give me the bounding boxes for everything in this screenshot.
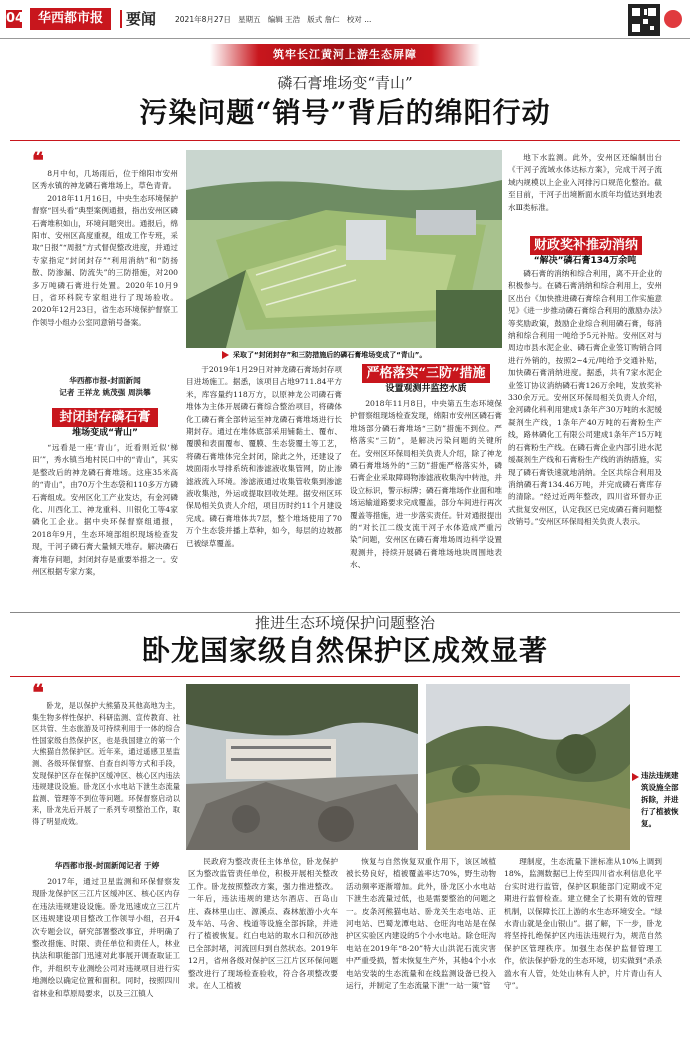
caption-text-2: 违法违规建筑设施全部拆除，并进行了植被恢复。: [641, 771, 679, 828]
sub1-title: 封闭封存磷石膏: [52, 408, 158, 427]
paper-name: 华西都市报: [30, 8, 111, 30]
section-divider: [120, 10, 122, 28]
article1-col1b: [32, 442, 178, 604]
article2-col2: [188, 856, 338, 1044]
col2-text: 于2019年1月29日对神龙磷石膏场封存项目进场施工。据悉，该项目占地9711.84平方米，库容量约118万方，以原神龙公司磷石膏堆体为主体开展磷石膏综合整治项目，将磷体化工磷石膏全部转运至神龙磷石膏堆场进行长期封存。通过在堆体底部采用铺黏土、覆布、覆膜和表面覆布、覆膜、生态袋覆土等工艺，将磷石膏堆体完全封闭，除此之外，还建设了坡面雨水导排系统和渗滤液收集管网，防止渗滤液流入环境。渗滤液通过收集管收集到渗滤液收集池，外运或提取回收处理。据安州区环保局相关负责人介绍，项目历时约11个月建设完成。磷石膏堆体共7层，整个堆场使用了70万个生态袋并播上草种，如今，每层的边坡都已被绿草覆盖。: [186, 365, 342, 548]
col3-text: 2018年11月8日，中央第五生态环境保护督察组现场检查发现，绵阳市安州区磷石膏堆场部分磷石膏堆场“三防”措施不到位。严格落实“三防”，是解决污染问题的关键所在。安州区环保局相关负责人介绍，除了神龙磷石膏堆场外的“三防”措施严格落实外，磷石膏企业采取障碍物渗滤液收集沟中转池，并设立标识，警示标牌；磷石膏堆场作业面和堆场运输道路要求完成覆盖，部分车间进行再次覆盖等措施，进一步落实责任。针对通报提出的“对长江二级支流干河子水体造成严重污染”问题，安州区在磷石膏堆场周边科学设置观测井，持续开展磷石膏堆场地块周围地表水、: [350, 399, 502, 570]
sub1-subtitle: 堆场变成“青山”: [72, 428, 138, 438]
col4b-text: 磷石膏的消纳和综合利用，离不开企业的积极参与。在磷石膏消纳和综合利用上，安州区出台《加快推进磷石膏综合利用工作实施意见》《进一步推动磷石膏综合利用的激励办法》等奖励政策，鼓励企业综合利用磷石膏，每消纳和综合利用一吨给予5元补贴。安州区对与周边市县水泥企业、磷石膏企业签订购销合同进行外销的，按照2~4元/吨给予交通补贴，加快磷石膏消纳进度。据悉，共有7家水泥企业签订协议消纳磷石膏126万余吨，发放奖补330余万元。安州区环保局相关负责人介绍，金河磷化科利用建成1条年产30万吨的水泥缓凝剂生产线，1条年产40万吨的石膏粉生产线，路林磷化工有限公司建成1条年产15万吨的石膏粉生产线。在磷石膏企业内部引进水泥缓凝剂生产线和石膏粉生产线的消纳措施，实现了磷石膏铁速就地消纳。全区共综合利用及消纳磷石膏134.46万吨，并完成磷石膏库存的清除。“经过近两年整改，四川省环督办正式批复安州区，认定我区已完成磷石膏问题整改销号。”安州区环保局相关负责人表示。: [508, 269, 662, 527]
caption-text: 采取了“封闭封存”和三防措施后的磷石膏堆场变成了“青山”。: [233, 351, 427, 359]
byline-reporters: 记者 王祥龙 姚茂强 周洪攀: [59, 388, 151, 397]
sub3-subtitle: “解决”磷石膏134万余吨: [533, 256, 637, 266]
col4a-text: 地下水监测。此外，安州区还编制出台《干河子流域水体达标方案》，完成干河子流域内规模以上企业入河排污口规范化整治。截至目前，干河子出境断面水质年均值达到地表水Ⅲ类标准。: [508, 153, 662, 212]
restored-photo-caption: [632, 770, 680, 830]
designer: 版式 詹仁: [307, 15, 340, 24]
issue-weekday: 星期五: [238, 15, 261, 24]
article2-col1: [32, 876, 180, 1044]
sub2-title: 严格落实“三防”措施: [362, 364, 490, 383]
article1-col4b: [508, 268, 662, 606]
article2-col2-text: 民政府为整改责任主体单位，卧龙保护区为整改监管责任单位，积极开展相关整改工作。卧龙按照整改方案，强力推进整改。一年后，违法违规的建达尔酒店、百岛山庄、森林里山庄、源溪点、森林旅游小火车及车站、马舍、栈道等设施全部拆除，并进行了植被恢复。红白电站的取水口和沉砂池已全部封堵，河流回归到自然状态。2019年12月，省州各级对保护区三江片区环保问题整改进行了现场检查验收，符合各项整改要求。在人工植被: [188, 857, 338, 991]
section-name: 要闻: [126, 10, 157, 28]
article2-lead: [32, 700, 180, 830]
article1-byline: [32, 375, 178, 399]
header-meta: [175, 14, 371, 26]
article2-title: 卧龙国家级自然保护区成效显著: [141, 634, 548, 667]
landfill-photo: [186, 150, 502, 348]
topic-banner: 筑牢长江黄河上游生态屏障: [210, 44, 480, 66]
quote-mark-2: ❝: [32, 680, 44, 706]
article1-lead-and-p2: [32, 168, 178, 366]
issue-date: 2021年8月27日: [175, 15, 231, 24]
article2-col4: [504, 856, 662, 1044]
article2-col3-text: 恢复与自然恢复双重作用下，该区域植被长势良好，植被覆盖率达70%，野生动物活动频率逐渐增加。此外，卧龙区小水电站下泄生态流量过低，也是需要整治的问题之一。皮条河熊猫电站、卧龙关生态电站、正河电站、巴蜀龙潭电站、仓旺沟电站是在保护区实验区内建设的5个小水电站。除仓旺沟电站在2019年“8·20”特大山洪泥石流灾害中严重受损，暂未恢复生产外，其他4个小水电站安装的生态流量和在线监测设备已投入运行，并制定了生态流量下泄“一站一策”管: [346, 857, 496, 991]
article1-col2: [186, 364, 342, 606]
article1-lead: 8月中旬，几场雨后，位于绵阳市安州区秀水镇的神龙磷石膏堆场上，草色青青。: [32, 169, 178, 191]
article2-lead-text: 卧龙，是以保护大熊猫及其他高地为主，集生物多样性保护、科研监测、宣传教育、社区共管、生态旅游及可持续利用于一体的综合性国家级自然保护区，也是我国建立的第一个大熊猫自然保护区。近年来，通过遥感卫星监测、各级环保督察、自查自纠等方式和手段，发现保护区存在保护区缓冲区、核心区内违法违规建设设施。卧龙区小水电站下泄生态流量监测、管理等不到位等问题。环保督察启动以来，卧龙先后开展了一系列专项整治工作，取得了明显成效。: [32, 701, 180, 826]
restored-photo: [426, 684, 630, 850]
caption-arrow-icon: [222, 351, 229, 359]
restored-photo-image: [426, 684, 630, 850]
landfill-photo-image: [186, 150, 502, 348]
demolition-photo: [186, 684, 418, 850]
col1b-text: “远看是一座‘青山’，近看则近似‘梯田’”，秀水镇当地村民口中的“青山”，其实是整改后的神龙磷石膏堆场。这座35米高的“青山”，由70万个生态袋和110多万方磷石膏组成。安州区化工产业发达，有金河磷化、川西化工、神龙重科、川银化工等4家磷化工企业。据中央环保督察组通报，2018年9月，生态环境部组织现场检查发现，干河子磷石膏大量倾天堆存。解决磷石膏堆存问题，封闭封存是重要举措之一。安州区根据专家方案，: [32, 443, 178, 577]
article2-col1-text: 2017年，通过卫星监测和环保督察发现卧龙保护区三江片区缓冲区、核心区内存在违法违规建设设施。卧龙迅速成立三江片区违规建设项目整改工作领导小组，召开4次专题会议，研究部署整改事宜，并明确了整改措施、时限、责任单位和责任人，林业执法和职能部门迅速对此事展开调查取证工作，并组织专业测绘公司对违规项目进行实地测绘以确定位置和面积。同时，按照四川省林业和草原局要求，以及三江镇人: [32, 877, 180, 998]
red-badge: [664, 10, 682, 28]
article2-byline: 华西都市报-封面新闻记者 于婷: [54, 861, 160, 870]
article1-col4a: [508, 152, 662, 236]
landfill-photo-caption: [222, 350, 502, 360]
qr-code: [628, 4, 660, 36]
article2-col3: [346, 856, 496, 1044]
caption-arrow-icon-2: [632, 773, 639, 781]
proofreader: 校对 ...: [346, 15, 372, 24]
article1-title: 污染问题“销号”背后的绵阳行动: [139, 96, 551, 129]
article2-kicker: 推进生态环境保护问题整治: [254, 614, 435, 632]
article2-col4-text: 理制度，生态流量下泄标准从10%上调到18%，监测数据已上传至四川省水利信息化平台实时进行监管，保护区职能部门定期或不定期进行监督检查。建立健全了长期有效的管理机制，以保障长江上游的水生态环境安全。“绿水青山就是金山银山”。据了解，下一步，卧龙将坚持扎绝保护区内违法违规行为，规范自然保护区管理秩序。加强生态保护监督管理工作，依法保护卧龙的生态环境，切实做到“杀杀滥水有人管，处处山林有人护，片片青山有人守”。: [504, 857, 662, 991]
sub2-subtitle: 设置观测井监控水质: [385, 384, 467, 394]
quote-mark: ❝: [32, 148, 44, 174]
article1-col3: [350, 398, 502, 606]
sub3-title: 财政奖补推动消纳: [530, 236, 642, 255]
article1-kicker: 磷石膏堆场变“青山”: [277, 74, 413, 92]
header-rule: [0, 38, 690, 39]
article1-p2: 2018年11月16日，中央生态环境保护督察“回头看”典型案例通报，指出安州区磷石膏堆积如山，环境问题突出。通报后，绵阳市、安州区高度重视，组成工作专班，采取“日报”“周报”方式督促整改进度，并通过专家指定“封闭封存”“利用消纳”和“防扬散、防渗漏、防流失”的三防措施，对200多万吨磷石膏进行处置。2020年10月9日，省环科院专家组进行了现场验收。2020年12月23日，省生态环境保护督察工作领导小组办公室同意销号备案。: [32, 193, 178, 327]
byline-outlet: 华西都市报-封面新闻: [69, 376, 141, 385]
article2-rule: [10, 676, 680, 677]
page-number: 04: [6, 11, 25, 26]
editor: 编辑 王浩: [267, 15, 301, 24]
article1-rule: [10, 140, 680, 141]
demolition-photo-image: [186, 684, 418, 850]
